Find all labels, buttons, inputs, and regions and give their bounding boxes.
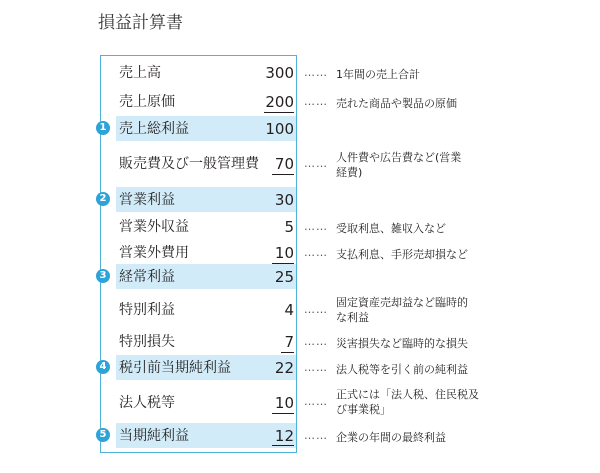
- row-value: 30: [274, 191, 294, 209]
- row-label: 経常利益: [119, 269, 175, 285]
- row-label: 営業利益: [119, 192, 175, 208]
- subtotal-underline: [272, 174, 294, 175]
- subtotal-underline: [264, 112, 294, 113]
- number-badge: 2: [96, 192, 110, 206]
- row-note: …… 固定資産売却益など臨時的 な利益: [304, 296, 468, 324]
- row-note: …… 受取利息、雑収入など: [304, 220, 446, 235]
- number-badge: 5: [96, 428, 110, 442]
- row-note: …… 正式には「法人税、住民税及 び事業税」: [304, 388, 479, 416]
- row-value: 22: [274, 359, 294, 377]
- number-badge: 3: [96, 269, 110, 283]
- row-note: …… 支払利息、手形売却損など: [304, 246, 468, 261]
- row-label: 税引前当期純利益: [119, 360, 231, 376]
- row-value: 25: [274, 268, 294, 286]
- row-note: …… 1年間の売上合計: [304, 66, 420, 81]
- row-value: 10: [274, 394, 294, 412]
- number-badge: 4: [96, 360, 110, 374]
- row-note: …… 法人税等を引く前の純利益: [304, 361, 468, 376]
- row-value: 10: [274, 244, 294, 262]
- row-label: 販売費及び一般管理費: [119, 156, 259, 172]
- row-value: 300: [265, 64, 294, 82]
- row-value: 100: [265, 120, 294, 138]
- subtotal-underline: [281, 352, 294, 353]
- row-value: 12: [274, 427, 294, 445]
- row-value: 5: [284, 218, 294, 236]
- row-label: 営業外収益: [119, 219, 189, 235]
- row-label: 営業外費用: [119, 245, 189, 261]
- row-label: 売上総利益: [119, 121, 189, 137]
- row-value: 4: [284, 301, 294, 319]
- row-label: 売上高: [119, 65, 161, 81]
- row-note: …… 災害損失など臨時的な損失: [304, 335, 468, 350]
- row-value: 70: [274, 155, 294, 173]
- subtotal-underline: [272, 413, 294, 414]
- number-badge: 1: [96, 121, 110, 135]
- row-label: 特別利益: [119, 302, 175, 318]
- page-title: 損益計算書: [98, 13, 183, 33]
- row-note: …… 売れた商品や製品の原価: [304, 95, 457, 110]
- row-value: 200: [265, 93, 294, 111]
- row-label: 法人税等: [119, 395, 175, 411]
- row-note: …… 人件費や広告費など(営業 経費): [304, 151, 462, 179]
- row-label: 売上原価: [119, 94, 175, 110]
- subtotal-underline: [272, 445, 294, 446]
- row-note: …… 企業の年間の最終利益: [304, 429, 446, 444]
- row-value: 7: [284, 333, 294, 351]
- row-label: 特別損失: [119, 334, 175, 350]
- row-label: 当期純利益: [119, 428, 189, 444]
